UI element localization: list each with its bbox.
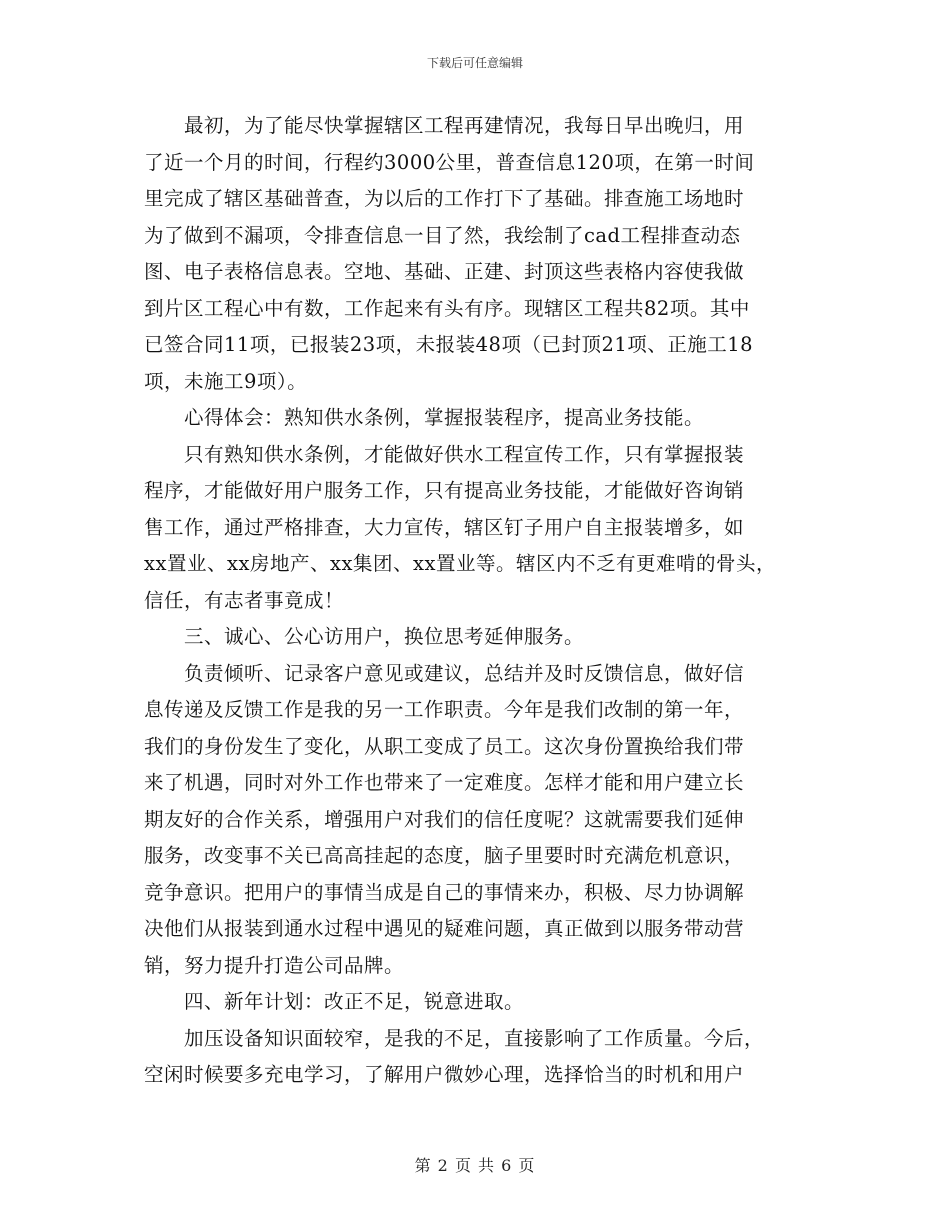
text-line: 最初，为了能尽快掌握辖区工程再建情况，我每日早出晚归，用 [184, 114, 745, 137]
text-line: 项，未施工9项）。 [144, 369, 308, 393]
text-line: 只有熟知供水条例，才能做好供水工程宣传工作，只有掌握报装 [184, 442, 745, 466]
text-line: 我们的身份发生了变化，从职工变成了员工。这次身份置换给我们带 [144, 734, 745, 758]
text-line: 服务，改变事不关已高高挂起的态度，脑子里要时时充满危机意识， [144, 844, 745, 867]
text-line: 销，努力提升打造公司品牌。 [144, 953, 405, 977]
text-line: 心得体会：熟知供水条例，掌握报装程序，提高业务技能。 [184, 406, 705, 429]
text-line: 到片区工程心中有数，工作起来有头有序。现辖区工程共82项。其中 [144, 296, 750, 320]
text-line: xx置业、xx房地产、xx集团、xx置业等。辖区内不乏有更难啃的骨头， [144, 552, 776, 575]
text-line: 决他们从报装到通水过程中遇见的疑难问题，真正做到以服务带动营 [144, 917, 745, 940]
text-line: 来了机遇，同时对外工作也带来了一定难度。怎样才能和用户建立长 [144, 771, 745, 794]
text-line: 已签合同11项，已报装23项，未报装48项（已封顶21项、正施工18 [144, 333, 754, 356]
page-number: 第 2 页 共 6 页 [414, 1156, 536, 1175]
text-line: 息传递及反馈工作是我的另一工作职责。今年是我们改制的第一年， [144, 698, 745, 721]
text-line: 三、诚心、公心访用户，换位思考延伸服务。 [184, 625, 585, 648]
text-line: 程序，才能做好用户服务工作，只有提高业务技能，才能做好咨询销 [144, 479, 745, 502]
text-line: 期友好的合作关系，增强用户对我们的信任度呢？这就需要我们延伸 [144, 807, 745, 831]
text-line: 加压设备知识面较窄，是我的不足，直接影响了工作质量。今后， [184, 1026, 765, 1050]
text-line: 四、新年计划：改正不足，锐意进取。 [184, 990, 525, 1013]
header-note: 下载后可任意编辑 [426, 56, 523, 70]
text-line: 竞争意识。把用户的事情当成是自己的事情来办，积极、尽力协调解 [144, 880, 745, 904]
text-line: 负责倾听、记录客户意见或建议，总结并及时反馈信息，做好信 [184, 661, 745, 685]
text-line: 了近一个月的时间，行程约3000公里，普查信息120项，在第一时间 [144, 150, 755, 174]
text-line: 里完成了辖区基础普查，为以后的工作打下了基础。排查施工场地时 [144, 187, 745, 210]
text-line: 为了做到不漏项，令排查信息一目了然，我绘制了cad工程排查动态 [144, 223, 741, 247]
text-line: 售工作，通过严格排查，大力宣传，辖区钉子用户自主报装增多，如 [144, 515, 745, 539]
text-line: 空闲时候要多充电学习，了解用户微妙心理，选择恰当的时机和用户 [144, 1063, 745, 1086]
text-line: 信任，有志者事竟成！ [144, 588, 345, 612]
text-line: 图、电子表格信息表。空地、基础、正建、封顶这些表格内容使我做 [144, 260, 745, 283]
document-body [144, 108, 824, 1094]
